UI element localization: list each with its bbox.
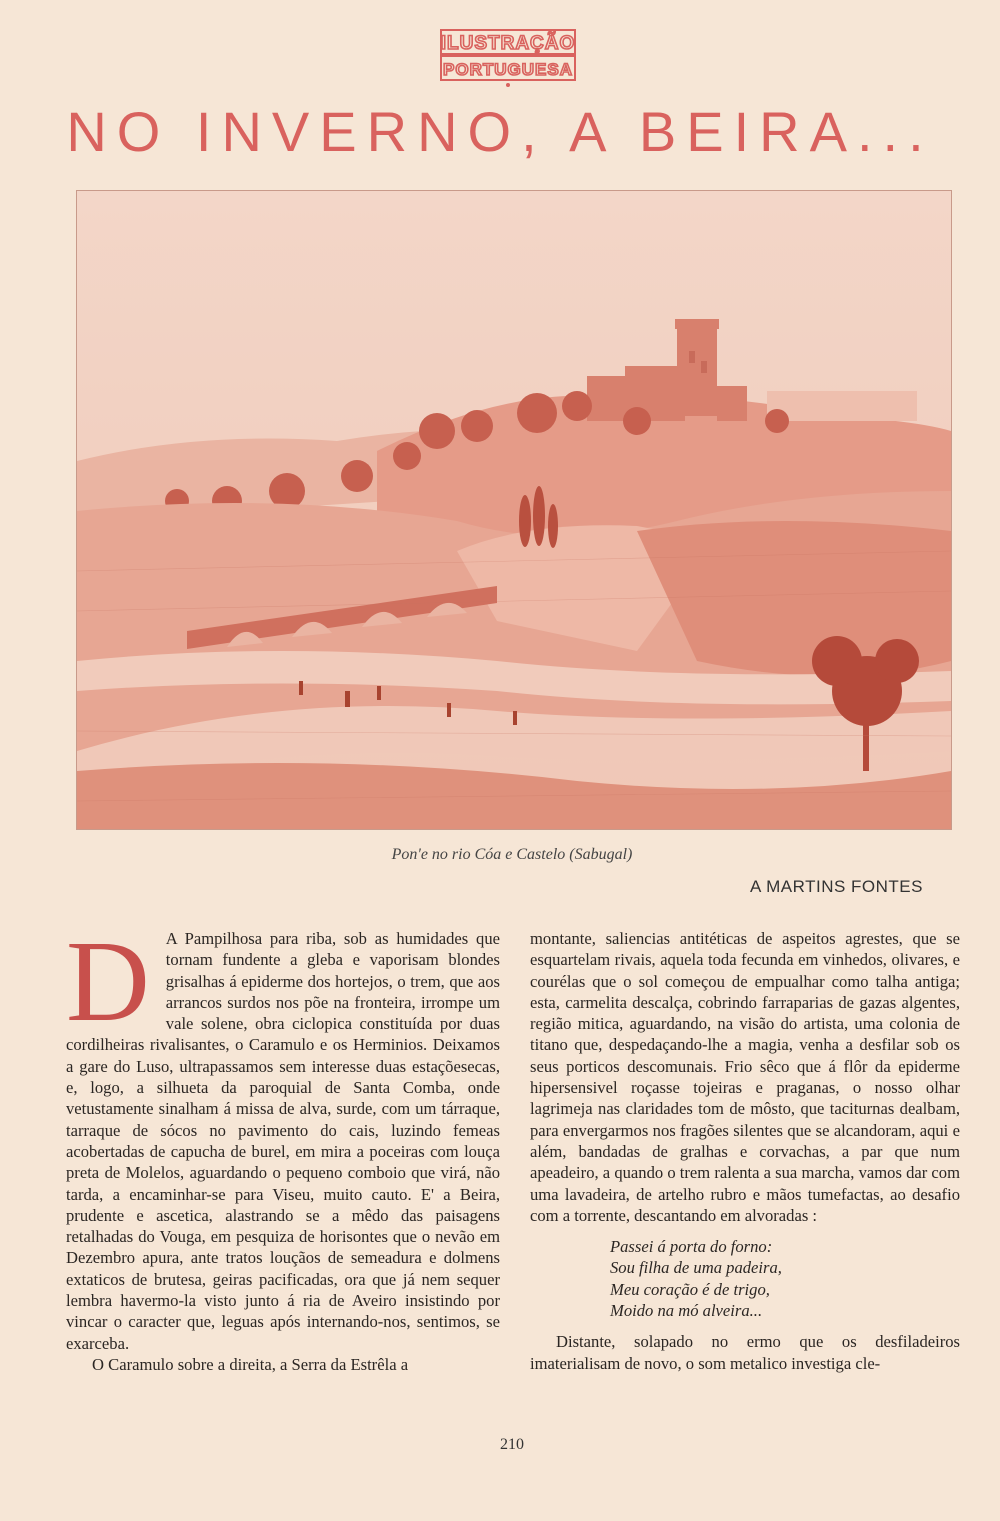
poem-line: Moido na mó alveira... <box>610 1301 763 1321</box>
author-byline: A MARTINS FONTES <box>750 877 923 896</box>
masthead-line2: PORTUGUESA <box>443 60 573 79</box>
poem-line: Sou filha de uma padeira, <box>610 1258 782 1278</box>
poem-line: Meu coração é de trigo, <box>610 1279 770 1299</box>
page-number: 210 <box>500 1436 524 1453</box>
paragraph: O Caramulo sobre a direita, a Serra da Estrêla a <box>92 1354 409 1374</box>
article-title: NO INVERNO, A BEIRA... <box>66 100 934 163</box>
masthead-line1: ILUSTRAÇÃO <box>440 33 576 54</box>
paragraph: Distante, solapado no ermo que os desfiladeiros imaterialisam de novo, o som metalico investiga cle- <box>530 1332 960 1373</box>
poem-line: Passei á porta do forno: <box>610 1237 773 1257</box>
text-column-left <box>66 918 500 1375</box>
drop-cap: D <box>66 918 150 1046</box>
paragraph: montante, saliencias antitéticas de aspeitos agrestes, que se esquartelam rivais, aquela toda fecunda em vinhedos, olivares, e courélas que o sol começou de empualhar como talha antiga; esta, carmelita descalça, cobrindo farraparias de gazas algentes, região mitica, aguardando, na visão do artista, uma colonia de titano que, despedaçando-lhe a magia, venha a desfilar sob os seus porticos descomunais. Frio sêco que á flôr da epiderme hipersensivel roçasse tojeiras e praganas, o nosso olhar lagrimeja nas claridades tom de môsto, que taciturnas dealbam, para envergarmos nos fragões silentes que se alcandoram, aqui e além, bandadas de gralhas e corvachas, a par que num apeadeiro, a quando o trem ralenta a sua marcha, vamos dar com uma lavadeira, de artelho rubro e mãos tumefactas, ao desafio com a torrente, descantando em alvoradas : <box>530 929 960 1225</box>
masthead-logo <box>438 26 578 88</box>
text-column-right <box>530 928 960 1374</box>
photo-caption: Pon'e no rio Cóa e Castelo (Sabugal) <box>391 846 633 863</box>
landscape-photo <box>76 190 952 830</box>
poem-verse <box>610 1236 960 1321</box>
paragraph: A Pampilhosa para riba, sob as humidades que tornam fundente a gleba e vaporisam blondes grisalhas á epiderme dos hortejos, o trem, que aos arrancos surdos nos põe na fronteira, irrompe um vale solene, obra ciclopica constituída por duas cordilheiras rivalisantes, o Caramulo e os Herminios. Deixamos a gare do Luso, ultrapassamos sem interesse duas estaçõesecas, e, logo, a silhueta da paroquial de Santa Comba, onde vetustamente sinalham á missa de alva, surde, com um tárraque, tarraque de sócos no pavimento do cais, luzindo femeas acobertadas de capucha de burel, em mira a poceiras com louça preta de Molelos, aguardando o pequeno comboio que virá, não tarda, a encaminhar-se para Viseu, muito cauto. E' a Beira, prudente e ascetica, alastrando se a mêdo das paisagens retalhadas do Vouga, em pesquiza de horisontes que o nevão em Dezembro apura, ante tratos louçãos de semeadura e dolmens extaticos de brutesa, geiras pacificadas, ora que já nem sequer lembra havermo-la visto junto á ria de Aveiro insistindo por vincar o caracter que, leguas após internando-nos, sentimos, se exarceba. <box>66 929 500 1353</box>
